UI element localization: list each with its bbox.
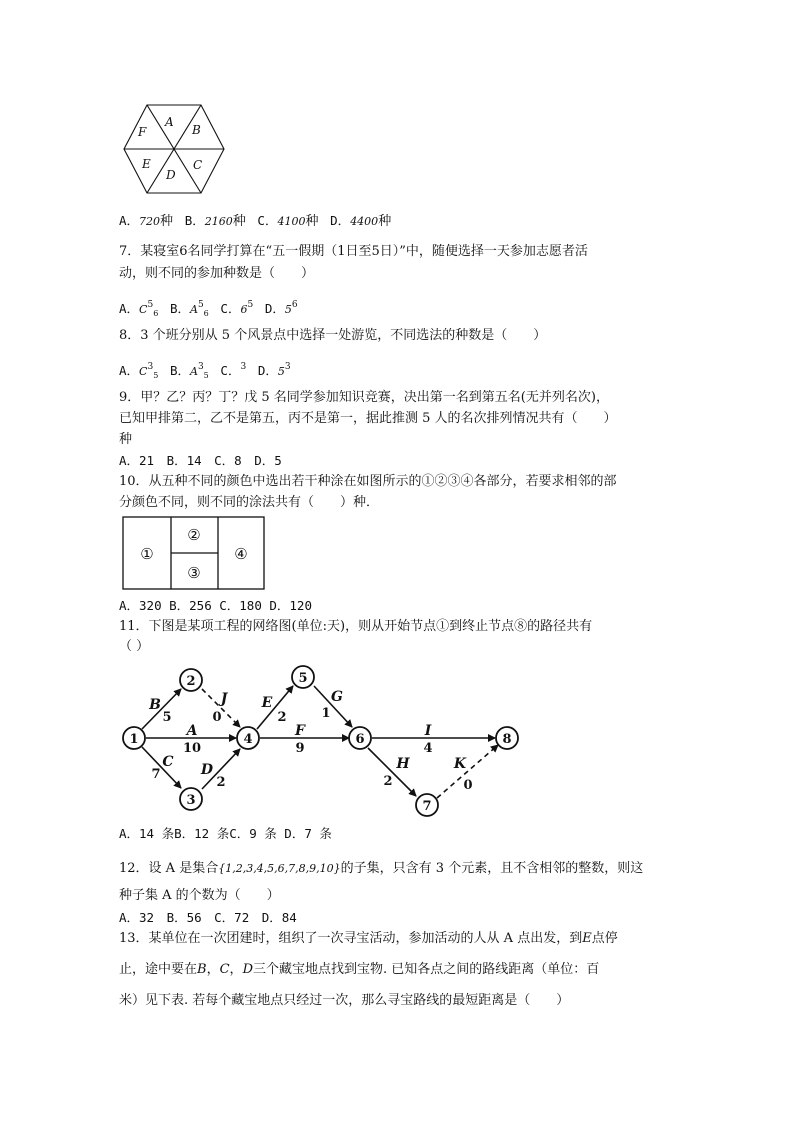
q12-line1-b: 的子集，只含有 3 个元素，且不含相邻的整数，则这 xyxy=(340,861,644,876)
q6-c-suffix: 种 xyxy=(305,214,319,229)
q10-region-4: ④ xyxy=(234,545,248,563)
node-1-label: 1 xyxy=(129,732,139,747)
q8-b-sub: 5 xyxy=(203,371,209,380)
q7-b-base: A xyxy=(189,303,198,316)
hexagon-figure xyxy=(120,101,228,197)
node-4-label: 4 xyxy=(243,732,253,747)
q7-d-base: 5 xyxy=(284,303,292,316)
hex-label-d: D xyxy=(166,168,176,182)
hex-label-b: B xyxy=(192,123,201,137)
q10-region-1: ① xyxy=(140,545,154,563)
q7-line2: 动，则不同的参加种数是（ ） xyxy=(119,266,315,281)
q11-options: A．14 条B．12 条C．9 条 D．7 条 xyxy=(119,826,332,841)
edge-c-name: C xyxy=(162,754,174,770)
edge-k-name: K xyxy=(453,756,467,772)
q13-line2: 止，途中要在B，C，D三个藏宝地点找到宝物. 已知各点之间的路线距离（单位：百 xyxy=(119,962,600,977)
edge-c-weight: 7 xyxy=(151,767,161,782)
q9-line3: 种 xyxy=(119,432,133,447)
edge-j-name: J xyxy=(220,691,228,707)
edge-d-name: D xyxy=(200,762,214,778)
q10-line2: 分颜色不同，则不同的涂法共有（ ）种． xyxy=(119,495,380,510)
edge-i-name: I xyxy=(424,723,432,739)
q6-d-suffix: 种 xyxy=(378,214,392,229)
q8-b-base: A xyxy=(189,365,198,378)
q13-e: E xyxy=(582,931,592,946)
q8-a-sup: 3 xyxy=(147,362,154,372)
q12-line2: 种子集 A 的个数为（ ） xyxy=(119,888,280,903)
node-2-label: 2 xyxy=(186,674,196,689)
q7-a-base: C xyxy=(139,303,148,316)
edge-f-weight: 9 xyxy=(295,741,305,756)
q8-b-sup: 3 xyxy=(197,362,204,372)
node-5-label: 5 xyxy=(298,671,308,686)
node-6-label: 6 xyxy=(355,732,365,747)
q13-b: B xyxy=(197,962,207,977)
node-8-label: 8 xyxy=(502,732,512,747)
q8-d-base: 5 xyxy=(277,365,285,378)
q6-options: A．720种 B．2160种 C．4100种 D．4400种 xyxy=(119,213,392,229)
hex-label-f: F xyxy=(138,125,147,139)
edge-f-name: F xyxy=(295,723,305,739)
q7-b-sup: 5 xyxy=(197,300,204,310)
q10-line1: 10．从五种不同的颜色中选出若干种涂在如图所示的①②③④各部分，若要求相邻的部 xyxy=(119,474,617,489)
edge-i-weight: 4 xyxy=(423,741,433,756)
q8-d-sup: 3 xyxy=(284,362,291,372)
q9-options: A．21 B．14 C．8 D．5 xyxy=(119,453,282,468)
q8-c-text: 3 xyxy=(240,362,247,372)
q12-line1 xyxy=(119,860,643,878)
q12-set: {1,2,3,4,5,6,7,8,9,10} xyxy=(218,862,341,875)
q9-line2: 已知甲排第二，乙不是第五，丙不是第一，据此推测 5 人的名次排列情况共有（ ） xyxy=(119,411,617,426)
q6-a-suffix: 种 xyxy=(160,214,174,229)
q8-a-sub: 5 xyxy=(153,371,159,380)
q9-line1: 9．甲？乙？丙？丁？戊 5 名同学参加知识竞赛，决出第一名到第五名(无并列名次)， xyxy=(119,390,609,405)
edge-h-weight: 2 xyxy=(383,774,393,789)
node-7-label: 7 xyxy=(422,799,432,814)
edge-a-weight: 10 xyxy=(182,741,202,756)
edge-a-name: A xyxy=(186,723,198,739)
q7-b-sub: 6 xyxy=(203,309,209,318)
q8-a-base: C xyxy=(139,365,148,378)
q13-line1-end: 点停 xyxy=(591,931,618,946)
edge-e-name: E xyxy=(261,695,273,711)
q11-line2: （ ） xyxy=(119,639,150,654)
q12-options: A．32 B．56 C．72 D．84 xyxy=(119,910,297,925)
edge-g-name: G xyxy=(331,689,343,705)
q13-line2-a: 止，途中要在 xyxy=(119,962,198,977)
q8-options: A．$C^3_5$ B．$A^3_5$ C．$^3$ D．$5^3$ xyxy=(119,362,291,380)
q6-b-suffix: 种 xyxy=(232,214,246,229)
q13-line2-b: 三个藏宝地点找到宝物. 已知各点之间的路线距离（单位：百 xyxy=(253,962,600,977)
q6-a-num: 720 xyxy=(139,215,161,228)
edge-b-weight: 5 xyxy=(162,710,172,725)
q13-line1-text: 13．某单位在一次团建时，组织了一次寻宝活动，参加活动的人从 A 点出发，到 xyxy=(119,931,583,946)
q6-c-num: 4100 xyxy=(277,215,306,228)
hex-label-e: E xyxy=(142,157,151,171)
edge-h-name: H xyxy=(396,756,410,772)
hex-label-a: A xyxy=(165,115,174,129)
q10-options: A．320 B．256 C．180 D．120 xyxy=(119,598,312,613)
q13-line3: 米）见下表. 若每个藏宝地点只经过一次，那么寻宝路线的最短距离是（ ） xyxy=(119,993,570,1008)
edge-g-weight: 1 xyxy=(321,706,331,721)
q11-network-diagram xyxy=(110,660,530,822)
q8-line1: 8．3 个班分别从 5 个风景点中选择一处游览，不同选法的种数是（ ） xyxy=(119,328,547,343)
q13-line1 xyxy=(119,930,618,948)
q7-d-sup: 6 xyxy=(291,300,298,310)
q6-d-num: 4400 xyxy=(350,215,379,228)
q10-region-figure xyxy=(122,516,266,590)
q7-c-base: 6 xyxy=(240,303,248,316)
q13-c: C xyxy=(219,962,230,977)
q13-d: D xyxy=(242,962,253,977)
hex-label-c: C xyxy=(193,158,203,172)
edge-e-weight: 2 xyxy=(277,710,287,725)
q7-a-sup: 5 xyxy=(147,300,154,310)
q12-line1-a: 12．设 A 是集合 xyxy=(119,861,219,876)
node-3-label: 3 xyxy=(186,793,196,808)
q11-line1: 11．下图是某项工程的网络图(单位:天)，则从开始节点①到终止节点⑧的路径共有 xyxy=(119,619,593,634)
edge-k-weight: 0 xyxy=(463,778,473,793)
q10-region-2: ② xyxy=(187,526,201,544)
q10-region-3: ③ xyxy=(187,564,201,582)
q7-a-sub: 6 xyxy=(153,309,159,318)
edge-b-name: B xyxy=(149,697,161,713)
q7-line1: 7．某寝室6名同学打算在“五一假期（1日至5日）”中，随便选择一天参加志愿者活 xyxy=(119,244,588,259)
edge-j-weight: 0 xyxy=(212,710,222,725)
q7-c-sup: 5 xyxy=(247,300,254,310)
q7-options: A．$C^5_6$ B．$A^5_6$ C．$6^5$ D．$5^6$ xyxy=(119,300,298,318)
q6-b-num: 2160 xyxy=(204,215,233,228)
edge-d-weight: 2 xyxy=(216,775,226,790)
